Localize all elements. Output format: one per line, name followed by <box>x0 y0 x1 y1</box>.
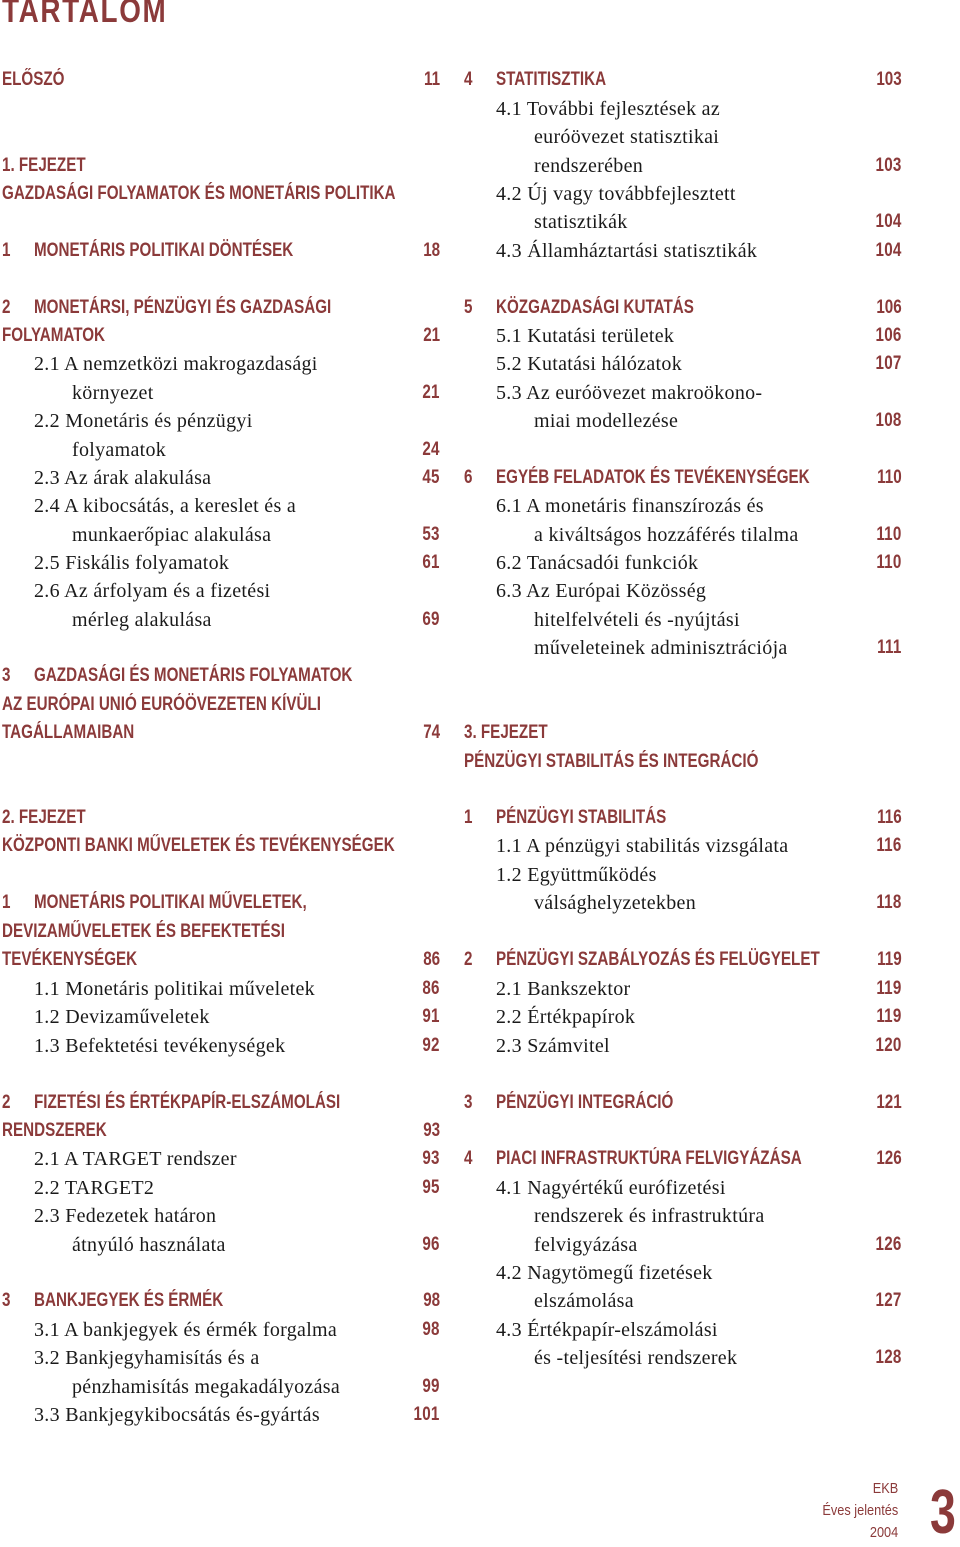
toc-entry-title: folyamatok <box>72 439 167 461</box>
toc-entry-title: AZ EURÓPAI UNIÓ EURÓÖVEZETEN KÍVÜLI <box>2 694 321 715</box>
toc-entry <box>2 1231 440 1259</box>
toc-entry <box>464 975 902 1003</box>
toc-entry-page: 104 <box>875 211 902 232</box>
toc-entry-page: 128 <box>875 1347 902 1368</box>
toc-entry-title: RENDSZEREK <box>2 1120 107 1141</box>
toc-entry-title: 4.3 Értékpapír-elszámolási <box>496 1319 718 1341</box>
toc-entry-page: 116 <box>877 807 902 828</box>
toc-entry-title: 2.2 Értékpapírok <box>496 1006 636 1028</box>
toc-entry <box>464 719 902 747</box>
toc-entry-title: PÉNZÜGYI SZABÁLYOZÁS ÉS FELÜGYELET <box>496 949 820 970</box>
toc-entry <box>464 1316 902 1344</box>
toc-entry-page: 69 <box>422 609 440 630</box>
toc-entry-title: PÉNZÜGYI INTEGRÁCIÓ <box>496 1092 674 1113</box>
toc-entry <box>464 1231 902 1259</box>
toc-entry <box>464 577 902 605</box>
toc-entry <box>464 1287 902 1315</box>
toc-entry-title: miai modellezése <box>534 410 679 432</box>
toc-entry <box>464 804 902 832</box>
toc-entry-title: 2.3 Az árak alakulása <box>34 467 212 489</box>
toc-entry <box>2 492 440 520</box>
toc-entry <box>464 492 902 520</box>
toc-entry-number: 2 <box>2 297 11 318</box>
toc-entry <box>2 1202 440 1230</box>
toc-entry-title: MONETÁRIS POLITIKAI DÖNTÉSEK <box>34 240 294 261</box>
toc-entry-title: 5.3 Az euróövezet makroökono- <box>496 382 763 404</box>
toc-entry-title: PÉNZÜGYI STABILITÁS ÉS INTEGRÁCIÓ <box>464 751 759 772</box>
toc-entry <box>464 123 902 151</box>
toc-entry-title: környezet <box>72 382 154 404</box>
toc-entry <box>2 889 440 917</box>
toc-entry <box>2 1089 440 1117</box>
toc-entry <box>2 237 440 265</box>
toc-entry-title: hitelfelvételi és -nyújtási <box>534 609 740 631</box>
toc-entry-title: ELŐSZÓ <box>2 69 65 90</box>
toc-entry-title: 2.4 A kibocsátás, a kereslet és a <box>34 495 297 517</box>
toc-entry <box>464 152 902 180</box>
toc-entry-title: 2.2 TARGET2 <box>34 1177 155 1199</box>
toc-entry-page: 18 <box>423 240 440 261</box>
toc-entry <box>2 1145 440 1173</box>
toc-entry <box>2 180 440 208</box>
toc-entry-page: 98 <box>422 1319 440 1340</box>
toc-entry-title: KÖZGAZDASÁGI KUTATÁS <box>496 297 694 318</box>
toc-entry <box>2 719 440 747</box>
toc-entry-page: 61 <box>422 552 440 573</box>
toc-entry <box>2 294 440 322</box>
toc-entry-title: 1.2 Együttműködés <box>496 864 657 886</box>
toc-entry-title: munkaerőpiac alakulása <box>72 524 272 546</box>
toc-entry-page: 93 <box>422 1148 440 1169</box>
toc-entry-page: 106 <box>875 325 902 346</box>
toc-entry-title: 3. FEJEZET <box>464 722 548 743</box>
toc-entry <box>2 407 440 435</box>
toc-entry-page: 21 <box>423 325 440 346</box>
toc-entry-title: 5.2 Kutatási hálózatok <box>496 353 682 375</box>
toc-entry-title: mérleg alakulása <box>72 609 212 631</box>
toc-entry-title: pénzhamisítás megakadályozása <box>72 1376 341 1398</box>
toc-entry-page: 106 <box>876 297 902 318</box>
toc-entry <box>2 975 440 1003</box>
toc-entry-title: MONETÁRIS POLITIKAI MŰVELETEK, <box>34 892 307 913</box>
toc-entry-page: 126 <box>876 1148 902 1169</box>
toc-entry-title: GAZDASÁGI FOLYAMATOK ÉS MONETÁRIS POLITIKA <box>2 183 396 204</box>
toc-entry-title: 1.1 Monetáris politikai műveletek <box>34 978 315 1000</box>
footer-report-name: Éves jelentés <box>822 1502 898 1519</box>
toc-entry-page: 108 <box>875 410 902 431</box>
toc-entry-number: 6 <box>464 467 473 488</box>
toc-entry-title: 5.1 Kutatási területek <box>496 325 675 347</box>
toc-entry <box>2 946 440 974</box>
toc-entry-page: 119 <box>876 978 902 999</box>
toc-entry-title: elszámolása <box>534 1290 634 1312</box>
toc-entry-title: 3.1 A bankjegyek és érmék forgalma <box>34 1319 338 1341</box>
page-title: TARTALOM <box>2 0 168 30</box>
toc-entry-page: 103 <box>876 69 902 90</box>
toc-entry <box>2 379 440 407</box>
toc-entry-page: 118 <box>876 892 902 913</box>
toc-entry-title: PÉNZÜGYI STABILITÁS <box>496 807 667 828</box>
toc-entry <box>2 1117 440 1145</box>
toc-entry-title: 3.3 Bankjegykibocsátás és-gyártás <box>34 1404 320 1426</box>
toc-entry-number: 5 <box>464 297 473 318</box>
toc-entry <box>2 1316 440 1344</box>
toc-entry-page: 110 <box>877 467 902 488</box>
toc-entry <box>464 1032 902 1060</box>
toc-entry-number: 1 <box>2 240 11 261</box>
toc-entry <box>2 1032 440 1060</box>
toc-entry <box>2 1373 440 1401</box>
toc-entry <box>2 606 440 634</box>
toc-entry-page: 127 <box>875 1290 902 1311</box>
toc-entry-page: 110 <box>876 552 902 573</box>
toc-entry-title: 6.2 Tanácsadói funkciók <box>496 552 699 574</box>
toc-entry-title: a kiváltságos hozzáférés tilalma <box>534 524 799 546</box>
toc-entry-title: 2.5 Fiskális folyamatok <box>34 552 230 574</box>
toc-entry <box>464 606 902 634</box>
toc-entry-page: 53 <box>422 524 440 545</box>
toc-entry-page: 111 <box>877 637 902 658</box>
toc-entry <box>464 634 902 662</box>
toc-entry-page: 95 <box>422 1177 440 1198</box>
toc-entry <box>464 1003 902 1031</box>
toc-entry-title: FOLYAMATOK <box>2 325 106 346</box>
toc-entry-page: 119 <box>876 1006 902 1027</box>
toc-entry <box>464 1089 902 1117</box>
toc-entry-title: 2.2 Monetáris és pénzügyi <box>34 410 253 432</box>
footer-year: 2004 <box>869 1524 898 1541</box>
toc-entry-title: 1.2 Devizaműveletek <box>34 1006 210 1028</box>
toc-entry <box>464 322 902 350</box>
toc-entry-title: KÖZPONTI BANKI MŰVELETEK ÉS TEVÉKENYSÉGEK <box>2 835 395 856</box>
page-number: 3 <box>930 1478 956 1547</box>
toc-entry-title: 2.3 Fedezetek határon <box>34 1205 217 1227</box>
toc-entry <box>464 379 902 407</box>
toc-entry <box>2 464 440 492</box>
toc-entry <box>2 1003 440 1031</box>
toc-entry-page: 107 <box>875 353 902 374</box>
toc-entry <box>464 946 902 974</box>
toc-entry <box>2 322 440 350</box>
toc-entry-title: EGYÉB FELADATOK ÉS TEVÉKENYSÉGEK <box>496 467 810 488</box>
toc-entry <box>464 237 902 265</box>
toc-entry-title: 4.2 Új vagy továbbfejlesztett <box>496 183 736 205</box>
toc-entry <box>2 1287 440 1315</box>
toc-entry <box>464 1344 902 1372</box>
toc-entry-title: 6.3 Az Európai Közösség <box>496 580 707 602</box>
footer-publisher: EKB <box>872 1480 898 1497</box>
toc-entry <box>2 436 440 464</box>
toc-entry-title: 3.2 Bankjegyhamisítás és a <box>34 1347 260 1369</box>
toc-entry-page: 101 <box>413 1404 440 1425</box>
toc-entry <box>464 66 902 94</box>
toc-entry-title: PIACI INFRASTRUKTÚRA FELVIGYÁZÁSA <box>496 1148 802 1169</box>
toc-entry <box>464 95 902 123</box>
toc-entry <box>2 918 440 946</box>
toc-entry <box>464 407 902 435</box>
toc-entry-title: statisztikák <box>534 211 628 233</box>
toc-entry <box>464 464 902 492</box>
toc-entry-title: 1.3 Befektetési tevékenységek <box>34 1035 286 1057</box>
toc-entry-title: FIZETÉSI ÉS ÉRTÉKPAPÍR-ELSZÁMOLÁSI <box>34 1092 341 1113</box>
toc-entry-page: 103 <box>875 155 902 176</box>
toc-entry-page: 119 <box>877 949 902 970</box>
toc-entry-page: 126 <box>875 1234 902 1255</box>
toc-entry <box>464 1259 902 1287</box>
toc-entry <box>2 577 440 605</box>
toc-entry <box>2 691 440 719</box>
toc-entry-title: TAGÁLLAMAIBAN <box>2 722 135 743</box>
toc-entry-page: 110 <box>876 524 902 545</box>
toc-entry-title: válsághelyzetekben <box>534 892 696 914</box>
toc-entry <box>464 350 902 378</box>
toc-entry <box>464 549 902 577</box>
toc-entry-page: 93 <box>423 1120 440 1141</box>
toc-entry-page: 99 <box>422 1376 440 1397</box>
toc-entry-title: rendszerében <box>534 155 644 177</box>
toc-entry <box>464 889 902 917</box>
toc-entry-title: 6.1 A monetáris finanszírozás és <box>496 495 764 517</box>
toc-entry-title: GAZDASÁGI ÉS MONETÁRIS FOLYAMATOK <box>34 665 353 686</box>
toc-entry-number: 4 <box>464 1148 473 1169</box>
toc-entry-page: 121 <box>876 1092 902 1113</box>
toc-entry <box>2 152 440 180</box>
toc-entry <box>2 1344 440 1372</box>
toc-entry-page: 21 <box>422 382 440 403</box>
toc-entry-title: 4.3 Államháztartási statisztikák <box>496 240 758 262</box>
toc-entry <box>464 1174 902 1202</box>
toc-entry <box>2 350 440 378</box>
toc-entry-title: műveleteinek adminisztrációja <box>534 637 788 659</box>
toc-entry-title: 1. FEJEZET <box>2 155 86 176</box>
toc-entry-title: átnyúló használata <box>72 1234 226 1256</box>
toc-entry-page: 86 <box>423 949 440 970</box>
toc-entry <box>464 180 902 208</box>
toc-entry-title: 2.3 Számvitel <box>496 1035 610 1057</box>
footer-publication <box>822 1478 898 1544</box>
toc-entry-page: 96 <box>422 1234 440 1255</box>
toc-entry-number: 1 <box>464 807 473 828</box>
toc-entry <box>464 1202 902 1230</box>
toc-entry-title: STATITISZTIKA <box>496 69 607 90</box>
toc-entry-number: 3 <box>2 665 11 686</box>
toc-entry-title: 4.2 Nagytömegű fizetések <box>496 1262 713 1284</box>
toc-entry <box>464 521 902 549</box>
toc-entry-title: euróövezet statisztikai <box>534 126 720 148</box>
toc-entry <box>2 521 440 549</box>
toc-entry-title: 2.1 Bankszektor <box>496 978 631 1000</box>
toc-entry-title: TEVÉKENYSÉGEK <box>2 949 138 970</box>
toc-entry-title: 2. FEJEZET <box>2 807 86 828</box>
toc-entry <box>464 294 902 322</box>
toc-entry-number: 4 <box>464 69 473 90</box>
toc-entry-title: DEVIZAMŰVELETEK ÉS BEFEKTETÉSI <box>2 921 285 942</box>
toc-entry-page: 116 <box>876 835 902 856</box>
toc-entry <box>2 66 440 94</box>
toc-entry-page: 24 <box>422 439 440 460</box>
toc-entry-page: 98 <box>423 1290 440 1311</box>
toc-entry-title: BANKJEGYEK ÉS ÉRMÉK <box>34 1290 224 1311</box>
toc-entry <box>464 832 902 860</box>
toc-entry-title: MONETÁRSI, PÉNZÜGYI ÉS GAZDASÁGI <box>34 297 332 318</box>
toc-entry <box>2 1174 440 1202</box>
toc-entry-page: 91 <box>422 1006 440 1027</box>
toc-entry-page: 104 <box>875 240 902 261</box>
toc-entry-title: és -teljesítési rendszerek <box>534 1347 738 1369</box>
toc-entry <box>2 549 440 577</box>
toc-entry <box>464 748 902 776</box>
toc-entry <box>2 1401 440 1429</box>
toc-entry-title: rendszerek és infrastruktúra <box>534 1205 765 1227</box>
toc-entry-title: felvigyázása <box>534 1234 638 1256</box>
toc-entry-title: 2.1 A TARGET rendszer <box>34 1148 237 1170</box>
toc-entry <box>464 1145 902 1173</box>
toc-entry-title: 4.1 Nagyértékű eurófizetési <box>496 1177 726 1199</box>
toc-entry <box>464 208 902 236</box>
toc-entry-number: 2 <box>464 949 473 970</box>
toc-entry-number: 3 <box>2 1290 11 1311</box>
toc-entry-title: 2.1 A nemzetközi makrogazdasági <box>34 353 318 375</box>
toc-entry-page: 86 <box>422 978 440 999</box>
toc-entry <box>2 804 440 832</box>
toc-entry-page: 11 <box>423 69 440 90</box>
toc-entry <box>2 662 440 690</box>
toc-entry-page: 74 <box>423 722 440 743</box>
toc-entry <box>2 832 440 860</box>
toc-entry-page: 120 <box>875 1035 902 1056</box>
toc-entry-title: 1.1 A pénzügyi stabilitás vizsgálata <box>496 835 789 857</box>
toc-entry-page: 92 <box>422 1035 440 1056</box>
toc-entry-number: 3 <box>464 1092 473 1113</box>
toc-entry-number: 1 <box>2 892 11 913</box>
toc-entry <box>464 861 902 889</box>
toc-entry-number: 2 <box>2 1092 11 1113</box>
toc-entry-page: 45 <box>422 467 440 488</box>
toc-entry-title: 4.1 További fejlesztések az <box>496 98 721 120</box>
toc-entry-title: 2.6 Az árfolyam és a fizetési <box>34 580 271 602</box>
